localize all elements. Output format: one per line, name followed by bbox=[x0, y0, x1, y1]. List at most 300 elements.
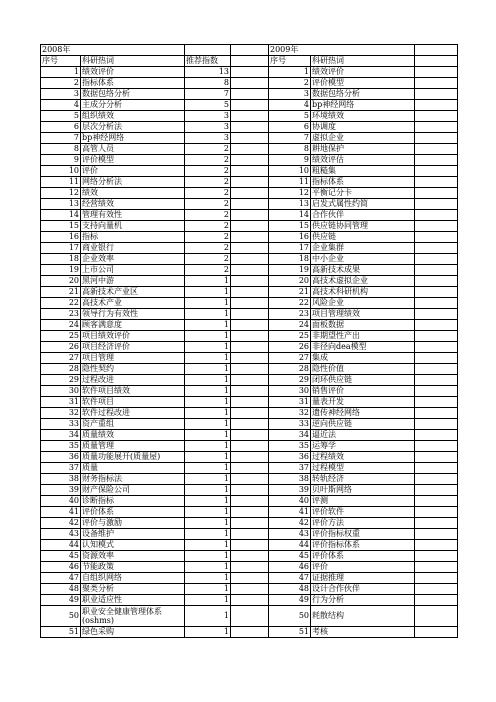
empty-cell[interactable] bbox=[231, 144, 269, 155]
keyword-cell-2008[interactable]: 主成分分析 bbox=[81, 100, 185, 111]
keyword-cell-2009[interactable]: 面板数据 bbox=[311, 320, 415, 331]
score-cell-2008[interactable]: 2 bbox=[185, 254, 231, 265]
empty-cell[interactable] bbox=[231, 430, 269, 441]
score-cell-2008[interactable]: 3 bbox=[185, 133, 231, 144]
rank-cell-2008[interactable]: 43 bbox=[41, 529, 81, 540]
keyword-cell-2009[interactable]: 平衡记分卡 bbox=[311, 188, 415, 199]
rank-cell-2009[interactable]: 11 bbox=[269, 177, 311, 188]
empty-cell[interactable] bbox=[415, 375, 458, 386]
rank-cell-2009[interactable]: 38 bbox=[269, 474, 311, 485]
keyword-cell-2008[interactable]: 质量功能展开(质量屋) bbox=[81, 452, 185, 463]
keyword-cell-2009[interactable]: 绩效评估 bbox=[311, 155, 415, 166]
keyword-cell-2008[interactable]: 评价模型 bbox=[81, 155, 185, 166]
empty-cell[interactable] bbox=[415, 496, 458, 507]
score-cell-2008[interactable]: 2 bbox=[185, 199, 231, 210]
empty-cell[interactable] bbox=[415, 518, 458, 529]
empty-cell[interactable] bbox=[231, 485, 269, 496]
rank-cell-2009[interactable]: 29 bbox=[269, 375, 311, 386]
empty-cell[interactable] bbox=[231, 562, 269, 573]
empty-cell[interactable] bbox=[231, 551, 269, 562]
empty-cell[interactable] bbox=[231, 188, 269, 199]
rank-cell-2008[interactable]: 42 bbox=[41, 518, 81, 529]
keyword-cell-2009[interactable]: 证据推理 bbox=[311, 573, 415, 584]
header-rank-2008[interactable]: 序号 bbox=[41, 56, 81, 67]
keyword-cell-2009[interactable]: 高技术科研机构 bbox=[311, 287, 415, 298]
empty-cell[interactable] bbox=[231, 452, 269, 463]
keyword-cell-2009[interactable]: 合作伙伴 bbox=[311, 210, 415, 221]
rank-cell-2008[interactable]: 9 bbox=[41, 155, 81, 166]
rank-cell-2008[interactable]: 23 bbox=[41, 309, 81, 320]
empty-cell[interactable] bbox=[231, 540, 269, 551]
keyword-cell-2009[interactable]: 过程绩效 bbox=[311, 452, 415, 463]
rank-cell-2008[interactable]: 25 bbox=[41, 331, 81, 342]
empty-cell[interactable] bbox=[231, 364, 269, 375]
keyword-cell-2009[interactable]: 评价指标权重 bbox=[311, 529, 415, 540]
empty-cell[interactable] bbox=[231, 496, 269, 507]
empty-cell[interactable] bbox=[415, 562, 458, 573]
keyword-cell-2009[interactable]: 启发式属性约简 bbox=[311, 199, 415, 210]
score-cell-2008[interactable]: 1 bbox=[185, 584, 231, 595]
keyword-cell-2008[interactable]: 认知模式 bbox=[81, 540, 185, 551]
rank-cell-2009[interactable]: 13 bbox=[269, 199, 311, 210]
empty-cell[interactable] bbox=[415, 309, 458, 320]
score-cell-2008[interactable]: 8 bbox=[185, 78, 231, 89]
rank-cell-2009[interactable]: 19 bbox=[269, 265, 311, 276]
empty-cell[interactable] bbox=[231, 210, 269, 221]
keyword-cell-2009[interactable]: 评测 bbox=[311, 496, 415, 507]
empty-cell[interactable] bbox=[231, 265, 269, 276]
header-keyword-2009[interactable]: 科研热词 bbox=[311, 56, 415, 67]
rank-cell-2008[interactable]: 11 bbox=[41, 177, 81, 188]
keyword-cell-2008[interactable]: 财务指标法 bbox=[81, 474, 185, 485]
rank-cell-2008[interactable]: 17 bbox=[41, 243, 81, 254]
score-cell-2008[interactable]: 1 bbox=[185, 627, 231, 638]
keyword-cell-2009[interactable]: 逼近法 bbox=[311, 430, 415, 441]
empty-cell[interactable] bbox=[415, 67, 458, 78]
keyword-cell-2008[interactable]: 绩效评价 bbox=[81, 67, 185, 78]
rank-cell-2008[interactable]: 35 bbox=[41, 441, 81, 452]
score-cell-2008[interactable]: 1 bbox=[185, 419, 231, 430]
rank-cell-2008[interactable]: 47 bbox=[41, 573, 81, 584]
score-cell-2008[interactable]: 1 bbox=[185, 408, 231, 419]
rank-cell-2009[interactable]: 46 bbox=[269, 562, 311, 573]
keyword-cell-2009[interactable]: 逆向供应链 bbox=[311, 419, 415, 430]
score-cell-2008[interactable]: 1 bbox=[185, 529, 231, 540]
keyword-cell-2009[interactable]: 评价软件 bbox=[311, 507, 415, 518]
empty-cell[interactable] bbox=[231, 441, 269, 452]
rank-cell-2009[interactable]: 43 bbox=[269, 529, 311, 540]
empty-cell[interactable] bbox=[231, 78, 269, 89]
score-cell-2008[interactable]: 1 bbox=[185, 562, 231, 573]
empty-cell[interactable] bbox=[415, 287, 458, 298]
empty-cell[interactable] bbox=[231, 111, 269, 122]
score-cell-2008[interactable]: 1 bbox=[185, 320, 231, 331]
keyword-cell-2008[interactable]: 上市公司 bbox=[81, 265, 185, 276]
score-cell-2008[interactable]: 1 bbox=[185, 485, 231, 496]
keyword-cell-2008[interactable]: 评价 bbox=[81, 166, 185, 177]
score-cell-2008[interactable]: 1 bbox=[185, 353, 231, 364]
keyword-cell-2008[interactable]: 项目绩效评价 bbox=[81, 331, 185, 342]
rank-cell-2009[interactable]: 4 bbox=[269, 100, 311, 111]
keyword-cell-2009[interactable]: 非期望性产出 bbox=[311, 331, 415, 342]
empty-cell[interactable] bbox=[415, 155, 458, 166]
keyword-cell-2009[interactable]: 协调度 bbox=[311, 122, 415, 133]
score-cell-2008[interactable]: 1 bbox=[185, 496, 231, 507]
empty-cell[interactable] bbox=[415, 144, 458, 155]
score-cell-2008[interactable]: 1 bbox=[185, 441, 231, 452]
keyword-cell-2009[interactable]: 评价体系 bbox=[311, 551, 415, 562]
empty-cell[interactable] bbox=[415, 430, 458, 441]
keyword-cell-2009[interactable]: 考核 bbox=[311, 627, 415, 638]
keyword-cell-2008[interactable]: 财产保险公司 bbox=[81, 485, 185, 496]
empty-cell[interactable] bbox=[231, 67, 269, 78]
empty-cell[interactable] bbox=[231, 331, 269, 342]
empty-cell[interactable] bbox=[231, 89, 269, 100]
score-cell-2008[interactable]: 2 bbox=[185, 166, 231, 177]
keyword-cell-2009[interactable]: 评价方法 bbox=[311, 518, 415, 529]
score-cell-2008[interactable]: 1 bbox=[185, 386, 231, 397]
empty-cell[interactable] bbox=[415, 452, 458, 463]
rank-cell-2009[interactable]: 40 bbox=[269, 496, 311, 507]
keyword-cell-2009[interactable]: 指标体系 bbox=[311, 177, 415, 188]
keyword-cell-2009[interactable]: bp神经网络 bbox=[311, 100, 415, 111]
empty-cell[interactable] bbox=[415, 188, 458, 199]
score-cell-2008[interactable]: 1 bbox=[185, 518, 231, 529]
rank-cell-2008[interactable]: 19 bbox=[41, 265, 81, 276]
keyword-cell-2009[interactable]: 评价 bbox=[311, 562, 415, 573]
year-2008-cell[interactable]: 2008年 bbox=[41, 45, 185, 56]
keyword-cell-2008[interactable]: 资源效率 bbox=[81, 551, 185, 562]
keyword-cell-2008[interactable]: 聚类分析 bbox=[81, 584, 185, 595]
keyword-cell-2009[interactable]: 风险企业 bbox=[311, 298, 415, 309]
empty-cell[interactable] bbox=[231, 606, 269, 627]
empty-cell[interactable] bbox=[415, 100, 458, 111]
score-cell-2008[interactable]: 2 bbox=[185, 144, 231, 155]
score-cell-2008[interactable]: 2 bbox=[185, 221, 231, 232]
empty-cell[interactable] bbox=[231, 627, 269, 638]
empty-cell[interactable] bbox=[415, 397, 458, 408]
empty-cell[interactable] bbox=[231, 287, 269, 298]
rank-cell-2009[interactable]: 8 bbox=[269, 144, 311, 155]
empty-cell[interactable] bbox=[415, 463, 458, 474]
empty-cell[interactable] bbox=[415, 78, 458, 89]
rank-cell-2009[interactable]: 26 bbox=[269, 342, 311, 353]
empty-cell[interactable] bbox=[231, 386, 269, 397]
rank-cell-2009[interactable]: 27 bbox=[269, 353, 311, 364]
keyword-cell-2009[interactable]: 环境绩效 bbox=[311, 111, 415, 122]
empty-cell[interactable] bbox=[231, 595, 269, 606]
rank-cell-2008[interactable]: 45 bbox=[41, 551, 81, 562]
score-cell-2008[interactable]: 2 bbox=[185, 265, 231, 276]
score-cell-2008[interactable]: 3 bbox=[185, 111, 231, 122]
rank-cell-2008[interactable]: 33 bbox=[41, 419, 81, 430]
rank-cell-2009[interactable]: 37 bbox=[269, 463, 311, 474]
keyword-cell-2009[interactable]: 贝叶斯网络 bbox=[311, 485, 415, 496]
rank-cell-2009[interactable]: 42 bbox=[269, 518, 311, 529]
keyword-cell-2008[interactable]: 诊断指标 bbox=[81, 496, 185, 507]
empty-cell[interactable] bbox=[231, 518, 269, 529]
rank-cell-2008[interactable]: 18 bbox=[41, 254, 81, 265]
rank-cell-2008[interactable]: 28 bbox=[41, 364, 81, 375]
empty-cell[interactable] bbox=[231, 254, 269, 265]
keyword-cell-2009[interactable]: 销售评价 bbox=[311, 386, 415, 397]
keyword-cell-2008[interactable]: 领导行为有效性 bbox=[81, 309, 185, 320]
rank-cell-2008[interactable]: 40 bbox=[41, 496, 81, 507]
header-keyword-2008[interactable]: 科研热词 bbox=[81, 56, 185, 67]
keyword-cell-2008[interactable]: 质量 bbox=[81, 463, 185, 474]
rank-cell-2009[interactable]: 2 bbox=[269, 78, 311, 89]
rank-cell-2009[interactable]: 3 bbox=[269, 89, 311, 100]
keyword-cell-2008[interactable]: 项目经济评价 bbox=[81, 342, 185, 353]
keyword-cell-2008[interactable]: 节能政策 bbox=[81, 562, 185, 573]
empty-cell[interactable] bbox=[415, 573, 458, 584]
keyword-cell-2009[interactable]: 评价指标体系 bbox=[311, 540, 415, 551]
rank-cell-2008[interactable]: 8 bbox=[41, 144, 81, 155]
rank-cell-2008[interactable]: 48 bbox=[41, 584, 81, 595]
empty-cell[interactable] bbox=[231, 573, 269, 584]
empty-cell[interactable] bbox=[415, 441, 458, 452]
rank-cell-2008[interactable]: 7 bbox=[41, 133, 81, 144]
empty-cell[interactable] bbox=[415, 627, 458, 638]
rank-cell-2008[interactable]: 49 bbox=[41, 595, 81, 606]
keyword-cell-2008[interactable]: 过程改进 bbox=[81, 375, 185, 386]
empty-cell[interactable] bbox=[415, 551, 458, 562]
score-cell-2008[interactable]: 3 bbox=[185, 122, 231, 133]
rank-cell-2009[interactable]: 24 bbox=[269, 320, 311, 331]
rank-cell-2008[interactable]: 5 bbox=[41, 111, 81, 122]
empty-cell[interactable] bbox=[415, 485, 458, 496]
empty-cell[interactable] bbox=[415, 606, 458, 627]
rank-cell-2009[interactable]: 28 bbox=[269, 364, 311, 375]
score-cell-2008[interactable]: 1 bbox=[185, 276, 231, 287]
rank-cell-2009[interactable]: 45 bbox=[269, 551, 311, 562]
empty-cell[interactable] bbox=[415, 45, 458, 56]
score-cell-2008[interactable]: 13 bbox=[185, 67, 231, 78]
keyword-cell-2008[interactable]: 网络分析法 bbox=[81, 177, 185, 188]
score-cell-2008[interactable]: 1 bbox=[185, 551, 231, 562]
keyword-cell-2008[interactable]: 组织绩效 bbox=[81, 111, 185, 122]
empty-cell[interactable] bbox=[415, 474, 458, 485]
keyword-cell-2008[interactable]: 经营绩效 bbox=[81, 199, 185, 210]
score-cell-2008[interactable]: 1 bbox=[185, 430, 231, 441]
keyword-cell-2008[interactable]: 管理有效性 bbox=[81, 210, 185, 221]
keyword-cell-2008[interactable]: 设备维护 bbox=[81, 529, 185, 540]
empty-cell[interactable] bbox=[231, 507, 269, 518]
keyword-cell-2009[interactable]: 隐性价值 bbox=[311, 364, 415, 375]
empty-cell[interactable] bbox=[415, 210, 458, 221]
empty-cell[interactable] bbox=[231, 463, 269, 474]
rank-cell-2009[interactable]: 51 bbox=[269, 627, 311, 638]
rank-cell-2008[interactable]: 30 bbox=[41, 386, 81, 397]
rank-cell-2009[interactable]: 44 bbox=[269, 540, 311, 551]
rank-cell-2008[interactable]: 1 bbox=[41, 67, 81, 78]
rank-cell-2009[interactable]: 16 bbox=[269, 232, 311, 243]
keyword-cell-2008[interactable]: 商业银行 bbox=[81, 243, 185, 254]
rank-cell-2009[interactable]: 47 bbox=[269, 573, 311, 584]
empty-cell[interactable] bbox=[231, 298, 269, 309]
empty-cell[interactable] bbox=[415, 331, 458, 342]
rank-cell-2009[interactable]: 25 bbox=[269, 331, 311, 342]
empty-cell[interactable] bbox=[231, 45, 269, 56]
header-rank-2009[interactable]: 序号 bbox=[269, 56, 311, 67]
keyword-cell-2009[interactable]: 量表开发 bbox=[311, 397, 415, 408]
keyword-cell-2009[interactable]: 数据包络分析 bbox=[311, 89, 415, 100]
keyword-cell-2009[interactable]: 高技术虚拟企业 bbox=[311, 276, 415, 287]
empty-cell[interactable] bbox=[415, 265, 458, 276]
score-cell-2008[interactable]: 1 bbox=[185, 397, 231, 408]
empty-cell[interactable] bbox=[415, 232, 458, 243]
rank-cell-2009[interactable]: 31 bbox=[269, 397, 311, 408]
keyword-cell-2008[interactable]: bp神经网络 bbox=[81, 133, 185, 144]
rank-cell-2009[interactable]: 15 bbox=[269, 221, 311, 232]
keyword-cell-2008[interactable]: 指标 bbox=[81, 232, 185, 243]
empty-cell[interactable] bbox=[415, 408, 458, 419]
empty-cell[interactable] bbox=[231, 375, 269, 386]
empty-cell[interactable] bbox=[415, 584, 458, 595]
rank-cell-2008[interactable]: 34 bbox=[41, 430, 81, 441]
rank-cell-2009[interactable]: 10 bbox=[269, 166, 311, 177]
keyword-cell-2009[interactable]: 设计合作伙伴 bbox=[311, 584, 415, 595]
rank-cell-2009[interactable]: 1 bbox=[269, 67, 311, 78]
rank-cell-2009[interactable]: 21 bbox=[269, 287, 311, 298]
keyword-cell-2008[interactable]: 评价体系 bbox=[81, 507, 185, 518]
rank-cell-2008[interactable]: 37 bbox=[41, 463, 81, 474]
score-cell-2008[interactable]: 2 bbox=[185, 210, 231, 221]
rank-cell-2008[interactable]: 41 bbox=[41, 507, 81, 518]
rank-cell-2009[interactable]: 32 bbox=[269, 408, 311, 419]
rank-cell-2008[interactable]: 46 bbox=[41, 562, 81, 573]
empty-cell[interactable] bbox=[231, 309, 269, 320]
empty-cell[interactable] bbox=[415, 111, 458, 122]
score-cell-2008[interactable]: 1 bbox=[185, 507, 231, 518]
rank-cell-2009[interactable]: 6 bbox=[269, 122, 311, 133]
rank-cell-2009[interactable]: 50 bbox=[269, 606, 311, 627]
keyword-cell-2008[interactable]: 绿色采购 bbox=[81, 627, 185, 638]
empty-cell[interactable] bbox=[185, 45, 231, 56]
empty-cell[interactable] bbox=[415, 529, 458, 540]
empty-cell[interactable] bbox=[231, 342, 269, 353]
score-cell-2008[interactable]: 1 bbox=[185, 309, 231, 320]
rank-cell-2008[interactable]: 2 bbox=[41, 78, 81, 89]
rank-cell-2008[interactable]: 12 bbox=[41, 188, 81, 199]
rank-cell-2008[interactable]: 22 bbox=[41, 298, 81, 309]
empty-cell[interactable] bbox=[231, 408, 269, 419]
score-cell-2008[interactable]: 1 bbox=[185, 342, 231, 353]
score-cell-2008[interactable]: 1 bbox=[185, 298, 231, 309]
rank-cell-2009[interactable]: 33 bbox=[269, 419, 311, 430]
rank-cell-2009[interactable]: 41 bbox=[269, 507, 311, 518]
keyword-cell-2008[interactable]: 顾客满意度 bbox=[81, 320, 185, 331]
keyword-cell-2008[interactable]: 绩效 bbox=[81, 188, 185, 199]
rank-cell-2008[interactable]: 51 bbox=[41, 627, 81, 638]
rank-cell-2008[interactable]: 14 bbox=[41, 210, 81, 221]
empty-cell[interactable] bbox=[231, 529, 269, 540]
rank-cell-2009[interactable]: 7 bbox=[269, 133, 311, 144]
empty-cell[interactable] bbox=[415, 166, 458, 177]
rank-cell-2009[interactable]: 17 bbox=[269, 243, 311, 254]
rank-cell-2009[interactable]: 12 bbox=[269, 188, 311, 199]
keyword-cell-2008[interactable]: 高新技术产业区 bbox=[81, 287, 185, 298]
keyword-cell-2009[interactable]: 企业集群 bbox=[311, 243, 415, 254]
keyword-cell-2008[interactable]: 高管人员 bbox=[81, 144, 185, 155]
keyword-cell-2008[interactable]: 职业安全健康管理体系(oshms) bbox=[81, 606, 185, 627]
rank-cell-2009[interactable]: 36 bbox=[269, 452, 311, 463]
empty-cell[interactable] bbox=[415, 276, 458, 287]
empty-cell[interactable] bbox=[231, 133, 269, 144]
keyword-cell-2008[interactable]: 软件项目 bbox=[81, 397, 185, 408]
empty-cell[interactable] bbox=[415, 364, 458, 375]
empty-cell[interactable] bbox=[415, 386, 458, 397]
keyword-cell-2008[interactable]: 层次分析法 bbox=[81, 122, 185, 133]
empty-cell[interactable] bbox=[231, 243, 269, 254]
rank-cell-2008[interactable]: 26 bbox=[41, 342, 81, 353]
score-cell-2008[interactable]: 1 bbox=[185, 463, 231, 474]
empty-cell[interactable] bbox=[415, 298, 458, 309]
keyword-cell-2009[interactable]: 高新技术成果 bbox=[311, 265, 415, 276]
empty-cell[interactable] bbox=[415, 243, 458, 254]
score-cell-2008[interactable]: 2 bbox=[185, 232, 231, 243]
empty-cell[interactable] bbox=[415, 353, 458, 364]
empty-cell[interactable] bbox=[231, 221, 269, 232]
keyword-cell-2009[interactable]: 虚拟企业 bbox=[311, 133, 415, 144]
empty-cell[interactable] bbox=[231, 100, 269, 111]
keyword-cell-2008[interactable]: 职业适应性 bbox=[81, 595, 185, 606]
empty-cell[interactable] bbox=[415, 419, 458, 430]
score-cell-2008[interactable]: 1 bbox=[185, 452, 231, 463]
empty-cell[interactable] bbox=[415, 56, 458, 67]
empty-cell[interactable] bbox=[415, 254, 458, 265]
score-cell-2008[interactable]: 2 bbox=[185, 177, 231, 188]
rank-cell-2008[interactable]: 16 bbox=[41, 232, 81, 243]
rank-cell-2008[interactable]: 36 bbox=[41, 452, 81, 463]
keyword-cell-2009[interactable]: 评价模型 bbox=[311, 78, 415, 89]
rank-cell-2009[interactable]: 39 bbox=[269, 485, 311, 496]
rank-cell-2008[interactable]: 13 bbox=[41, 199, 81, 210]
score-cell-2008[interactable]: 1 bbox=[185, 287, 231, 298]
keyword-cell-2008[interactable]: 数据包络分析 bbox=[81, 89, 185, 100]
rank-cell-2008[interactable]: 44 bbox=[41, 540, 81, 551]
rank-cell-2009[interactable]: 14 bbox=[269, 210, 311, 221]
keyword-cell-2008[interactable]: 指标体系 bbox=[81, 78, 185, 89]
score-cell-2008[interactable]: 1 bbox=[185, 540, 231, 551]
rank-cell-2009[interactable]: 5 bbox=[269, 111, 311, 122]
score-cell-2008[interactable]: 1 bbox=[185, 331, 231, 342]
score-cell-2008[interactable]: 1 bbox=[185, 573, 231, 584]
rank-cell-2009[interactable]: 20 bbox=[269, 276, 311, 287]
rank-cell-2008[interactable]: 38 bbox=[41, 474, 81, 485]
keyword-cell-2009[interactable]: 过程模型 bbox=[311, 463, 415, 474]
empty-cell[interactable] bbox=[231, 584, 269, 595]
empty-cell[interactable] bbox=[231, 276, 269, 287]
keyword-cell-2009[interactable]: 闭环供应链 bbox=[311, 375, 415, 386]
year-2009-cell[interactable]: 2009年 bbox=[269, 45, 415, 56]
score-cell-2008[interactable]: 2 bbox=[185, 243, 231, 254]
empty-cell[interactable] bbox=[231, 419, 269, 430]
rank-cell-2008[interactable]: 32 bbox=[41, 408, 81, 419]
rank-cell-2008[interactable]: 15 bbox=[41, 221, 81, 232]
keyword-cell-2009[interactable]: 遗传神经网络 bbox=[311, 408, 415, 419]
empty-cell[interactable] bbox=[231, 397, 269, 408]
score-cell-2008[interactable]: 1 bbox=[185, 375, 231, 386]
rank-cell-2009[interactable]: 34 bbox=[269, 430, 311, 441]
rank-cell-2008[interactable]: 20 bbox=[41, 276, 81, 287]
score-cell-2008[interactable]: 1 bbox=[185, 606, 231, 627]
keyword-cell-2009[interactable]: 绩效评价 bbox=[311, 67, 415, 78]
empty-cell[interactable] bbox=[231, 353, 269, 364]
empty-cell[interactable] bbox=[415, 89, 458, 100]
empty-cell[interactable] bbox=[415, 540, 458, 551]
keyword-cell-2008[interactable]: 支持向量机 bbox=[81, 221, 185, 232]
